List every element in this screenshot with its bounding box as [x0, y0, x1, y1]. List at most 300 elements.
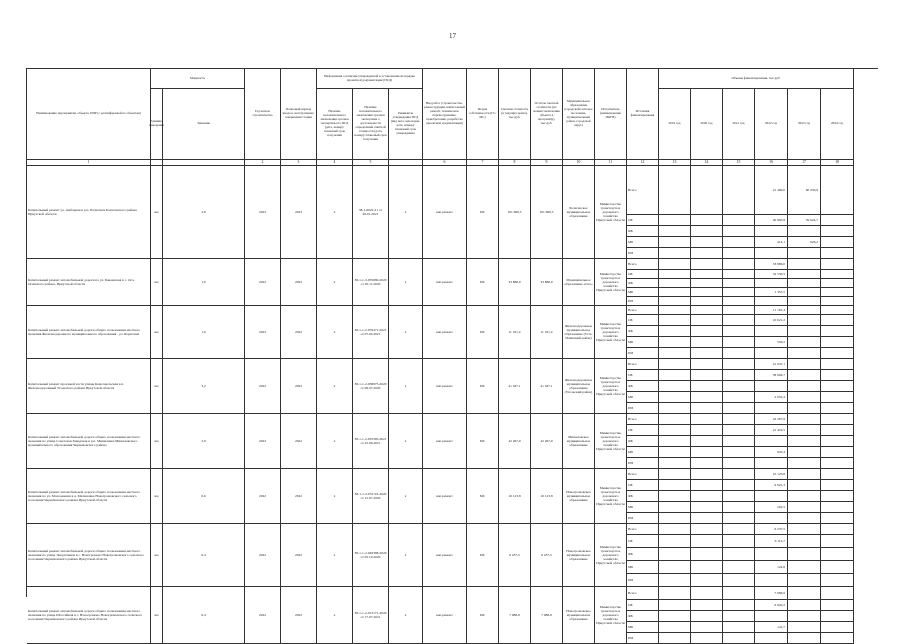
- funding-2023: 60 250,9: [788, 166, 821, 215]
- funding-cell: [659, 215, 691, 226]
- row-estimate-cost: 42 267,9: [499, 414, 531, 469]
- page-number: 17: [449, 32, 456, 40]
- row-year-start: 2022: [245, 259, 281, 306]
- funding-cell: [659, 315, 691, 326]
- row-value: 0,4: [163, 587, 245, 644]
- funding-cell: [821, 587, 854, 600]
- row-name: Капитальный ремонт автомобильной дороги общего пользования местного значения по улице Энергетиков в с. Новогромово Новогромовского сельского поселения Черемховского района Иркутской области: [27, 524, 151, 587]
- funding-2023: [788, 587, 821, 600]
- row-municipality: Новогромовское муниципальное образование: [563, 587, 595, 644]
- funding-2023: [788, 306, 821, 315]
- source-label: ФБ: [627, 326, 659, 337]
- funding-cell: [723, 458, 755, 469]
- source-label: МБ: [627, 392, 659, 403]
- row-work-type: кап.ремонт: [423, 524, 467, 587]
- funding-cell: [723, 561, 755, 574]
- col-number: 7: [467, 160, 499, 166]
- funding-2022: 202,5: [755, 502, 788, 513]
- funding-cell: [659, 403, 691, 414]
- funding-2023: [788, 248, 821, 259]
- funding-cell: [821, 600, 854, 611]
- funding-cell: [659, 288, 691, 297]
- col-number: 12: [627, 160, 659, 166]
- funding-cell: [821, 447, 854, 458]
- funding-2022: [755, 513, 788, 524]
- funding-2022: [755, 548, 788, 561]
- funding-cell: [659, 535, 691, 548]
- row-expertise: х: [317, 166, 353, 259]
- row-estimate-cost: 41 047,1: [499, 359, 531, 414]
- source-label: Всего: [627, 469, 659, 480]
- funding-cell: [821, 288, 854, 297]
- funding-2023: [788, 315, 821, 326]
- funding-cell: [821, 403, 854, 414]
- row-remaining-cost: 11 181,4: [531, 306, 563, 359]
- col-number: 3: [281, 160, 317, 166]
- funding-cell: [691, 491, 723, 502]
- funding-2023: [788, 622, 821, 633]
- row-municipality: Железнодорожное муниципальное образование (Усольский район): [563, 359, 595, 414]
- source-label: Всего: [627, 414, 659, 425]
- funding-cell: [659, 237, 691, 248]
- row-estimate-cost: 7 086,9: [499, 587, 531, 644]
- source-label: ОБ: [627, 270, 659, 279]
- funding-cell: [821, 326, 854, 337]
- source-label: ФБ: [627, 611, 659, 622]
- funding-2023: [788, 535, 821, 548]
- header-psd-estimate: Наличие положительного заключения органов экспертизы о достоверности определения сметной стоимости (дата, номер)/ плановый срок получения: [353, 89, 389, 160]
- row-unit: км: [151, 259, 163, 306]
- funding-cell: [821, 248, 854, 259]
- funding-cell: [723, 600, 755, 611]
- funding-cell: [659, 548, 691, 561]
- funding-cell: [821, 561, 854, 574]
- source-label: ОБ: [627, 215, 659, 226]
- row-ownership: МС: [467, 359, 499, 414]
- funding-cell: [659, 587, 691, 600]
- col-number: 6: [423, 160, 467, 166]
- funding-cell: [691, 348, 723, 359]
- funding-cell: [723, 306, 755, 315]
- row-unit: км: [151, 524, 163, 587]
- row-unit: км: [151, 414, 163, 469]
- funding-2022: 124,8: [755, 561, 788, 574]
- funding-cell: [821, 359, 854, 370]
- funding-cell: [723, 381, 755, 392]
- funding-cell: [821, 270, 854, 279]
- source-label: ФБ: [627, 436, 659, 447]
- funding-cell: [821, 480, 854, 491]
- header-ownership: Форма собственности (ГС/МС): [467, 69, 499, 160]
- source-label: МБ: [627, 337, 659, 348]
- funding-2022: 1 355,5: [755, 288, 788, 297]
- funding-cell: [723, 622, 755, 633]
- funding-cell: [723, 279, 755, 288]
- funding-cell: [723, 370, 755, 381]
- year-2022: 2022 год: [755, 89, 788, 160]
- funding-cell: [659, 561, 691, 574]
- funding-cell: [659, 622, 691, 633]
- source-label: ОБ: [627, 370, 659, 381]
- funding-cell: [821, 226, 854, 237]
- source-label: ОБ: [627, 425, 659, 436]
- row-year-end: 2022: [281, 469, 317, 524]
- row-name: Капитальный ремонт автомобильной дороги общего пользования местного значения по улице Советская-Заводская в р.п. Мишелевка Мишелевского муниципального образования Черемховского района: [27, 414, 151, 469]
- funding-cell: [691, 326, 723, 337]
- row-ownership: МС: [467, 306, 499, 359]
- funding-cell: [821, 491, 854, 502]
- col-number: 9: [531, 160, 563, 166]
- row-municipality: Муниципальное образование «Оса»: [563, 259, 595, 306]
- funding-cell: [691, 574, 723, 587]
- funding-2023: [788, 469, 821, 480]
- row-remaining-cost: 101 660,5: [531, 166, 563, 259]
- funding-cell: [691, 359, 723, 370]
- row-year-start: 2022: [245, 469, 281, 524]
- funding-cell: [821, 633, 854, 644]
- header-estimate-cost: Сметная стоимость (в текущих ценах), тыс.руб.: [499, 69, 531, 160]
- funding-cell: [723, 348, 755, 359]
- row-ownership: МС: [467, 469, 499, 524]
- funding-cell: [691, 458, 723, 469]
- row-value: 2,9: [163, 414, 245, 469]
- funding-cell: [659, 381, 691, 392]
- year-2020: 2020 год: [691, 89, 723, 160]
- row-expertise: х: [317, 359, 353, 414]
- year-2021: 2021 год: [723, 89, 755, 160]
- funding-cell: [821, 502, 854, 513]
- source-label: Всего: [627, 166, 659, 215]
- funding-2023: [788, 436, 821, 447]
- col-number: 8: [499, 160, 531, 166]
- funding-2022: [755, 458, 788, 469]
- funding-cell: [659, 326, 691, 337]
- row-expertise: х: [317, 259, 353, 306]
- row-executor: Министерство транспорта и дорожного хозяйства Иркутской области: [595, 414, 627, 469]
- funding-cell: [659, 392, 691, 403]
- row-estimate-review: 38-1-1-2-035395-2021 от 25.06.2021: [353, 414, 389, 469]
- funding-2023: [788, 337, 821, 348]
- row-estimate-cost: 11 181,4: [499, 306, 531, 359]
- row-name: Капитальный ремонт проезжей части улицы Комсомольская в п. Железнодорожный Усольского района Иркутской области: [27, 359, 151, 414]
- funding-cell: [821, 513, 854, 524]
- funding-cell: [723, 480, 755, 491]
- funding-2023: [788, 458, 821, 469]
- funding-cell: [659, 458, 691, 469]
- row-ownership: МС: [467, 524, 499, 587]
- row-year-start: 2022: [245, 166, 281, 259]
- row-remaining-cost: 33 886,0: [531, 259, 563, 306]
- funding-cell: [821, 315, 854, 326]
- source-label: МБ: [627, 561, 659, 574]
- funding-2023: [788, 480, 821, 491]
- source-label: Всего: [627, 587, 659, 600]
- funding-2023: 626,2: [788, 237, 821, 248]
- funding-cell: [821, 436, 854, 447]
- funding-cell: [691, 513, 723, 524]
- row-executor: Министерство транспорта и дорожного хозяйства Иркутской области: [595, 469, 627, 524]
- funding-2023: [788, 600, 821, 611]
- row-work-type: кап.ремонт: [423, 469, 467, 524]
- funding-cell: [821, 414, 854, 425]
- funding-2023: [788, 502, 821, 513]
- source-label: ИИ: [627, 513, 659, 524]
- row-estimate-review: 38-1-1-2-031116-2020 от 15.07.2020: [353, 469, 389, 524]
- col-number: 17: [788, 160, 821, 166]
- source-label: Всего: [627, 359, 659, 370]
- funding-cell: [691, 279, 723, 288]
- funding-cell: [723, 425, 755, 436]
- row-ownership: МС: [467, 587, 499, 644]
- row-work-type: кап.ремонт: [423, 166, 467, 259]
- funding-2023: [788, 633, 821, 644]
- source-label: МБ: [627, 237, 659, 248]
- row-approval: х: [389, 166, 423, 259]
- funding-cell: [691, 392, 723, 403]
- funding-cell: [723, 288, 755, 297]
- funding-2022: 41 047,1: [755, 359, 788, 370]
- row-executor: Министерство транспорта и дорожного хозяйства Иркутской области: [595, 359, 627, 414]
- header-funding-group: Объемы финансирования, тыс.руб.: [659, 69, 854, 89]
- funding-2022: 10 123,8: [755, 469, 788, 480]
- row-executor: Министерство транспорта и дорожного хозяйства Иркутской области: [595, 259, 627, 306]
- row-work-type: кап.ремонт: [423, 259, 467, 306]
- funding-2023: [788, 226, 821, 237]
- funding-2022: 41 409,0: [755, 166, 788, 215]
- funding-cell: [821, 425, 854, 436]
- funding-2023: [788, 513, 821, 524]
- funding-cell: [691, 524, 723, 535]
- funding-2022: [755, 611, 788, 622]
- funding-cell: [821, 574, 854, 587]
- row-year-start: 2022: [245, 306, 281, 359]
- funding-cell: [821, 535, 854, 548]
- row-unit: км: [151, 587, 163, 644]
- source-label: Всего: [627, 259, 659, 270]
- funding-2022: [755, 381, 788, 392]
- row-work-type: кап.ремонт: [423, 587, 467, 644]
- funding-cell: [659, 370, 691, 381]
- row-estimate-cost: 101 660,5: [499, 166, 531, 259]
- row-value: 2,8: [163, 166, 245, 259]
- header-year-start: Год начала строительства: [245, 69, 281, 160]
- row-executor: Министерство транспорта и дорожного хозяйства Иркутской области: [595, 306, 627, 359]
- funding-cell: [723, 574, 755, 587]
- row-value: 0,6: [163, 469, 245, 524]
- funding-2022: [755, 248, 788, 259]
- header-executor: Исполнитель (наименование ИОГВ): [595, 69, 627, 160]
- col-number: 14: [691, 160, 723, 166]
- row-expertise: х: [317, 469, 353, 524]
- funding-cell: [659, 611, 691, 622]
- funding-2023: [788, 370, 821, 381]
- funding-cell: [723, 513, 755, 524]
- header-psd-contract: Наличие положительного заключения органов экспертизы по ПСД (дата, номер)/ плановый срок получения: [317, 89, 353, 160]
- funding-cell: [821, 469, 854, 480]
- source-label: ФБ: [627, 226, 659, 237]
- funding-cell: [691, 248, 723, 259]
- funding-cell: [723, 403, 755, 414]
- row-name: Капитальный ремонт автомобильной дороги общего пользования местного значения по улице Шоссейная в с. Новогромово Новогромовского сельского поселения Черемховского района Иркутской области: [27, 587, 151, 644]
- funding-cell: [659, 574, 691, 587]
- funding-cell: [691, 403, 723, 414]
- header-capacity: Мощность: [151, 69, 245, 89]
- row-expertise: х: [317, 587, 353, 644]
- source-label: ОБ: [627, 480, 659, 491]
- row-estimate-cost: 33 886,0: [499, 259, 531, 306]
- source-label: МБ: [627, 622, 659, 633]
- row-year-end: 2022: [281, 524, 317, 587]
- funding-cell: [659, 425, 691, 436]
- row-year-end: 2022: [281, 587, 317, 644]
- funding-cell: [723, 548, 755, 561]
- row-estimate-review: 38-1-1-2-013171-2020 от 17.07.2021: [353, 587, 389, 644]
- funding-cell: [723, 226, 755, 237]
- funding-cell: [659, 480, 691, 491]
- funding-cell: [691, 414, 723, 425]
- row-estimate-review: 38-1-0022-21 от 20.01.2021: [353, 166, 389, 259]
- funding-2022: 10 621,2: [755, 315, 788, 326]
- row-unit: км: [151, 359, 163, 414]
- col-number: 11: [595, 160, 627, 166]
- funding-2022: 42 267,9: [755, 414, 788, 425]
- funding-cell: [821, 279, 854, 288]
- source-label: МБ: [627, 288, 659, 297]
- funding-2022: 414,1: [755, 237, 788, 248]
- funding-2023: [788, 611, 821, 622]
- funding-cell: [691, 502, 723, 513]
- row-estimate-review: 38-1-1-2-049388-2020 от 05.10.2020: [353, 524, 389, 587]
- row-estimate-review: 38-1-1-2-038975-2020 от 09.07.2020: [353, 359, 389, 414]
- funding-2022: 11 181,4: [755, 306, 788, 315]
- row-name: Капитальный ремонт автомобильной дороги общего пользования местного значения по ул. Молодежная в д. Малиновка Новогромовского сельского поселения Черемховского района Иркутской области: [27, 469, 151, 524]
- funding-cell: [659, 306, 691, 315]
- funding-cell: [821, 548, 854, 561]
- funding-cell: [659, 436, 691, 447]
- col-number: 5: [353, 160, 389, 166]
- row-estimate-review: 38-1-1-2-076471-2021 от 07.04.2021: [353, 306, 389, 359]
- funding-cell: [659, 359, 691, 370]
- year-2023: 2023 год: [788, 89, 821, 160]
- funding-2022: 141,7: [755, 622, 788, 633]
- row-unit: км: [151, 166, 163, 259]
- funding-2022: [755, 491, 788, 502]
- funding-cell: [723, 259, 755, 270]
- funding-cell: [821, 370, 854, 381]
- row-executor: Министерство транспорта и дорожного хозяйства Иркутской области: [595, 587, 627, 644]
- row-remaining-cost: 7 086,9: [531, 587, 563, 644]
- source-label: ИИ: [627, 297, 659, 306]
- funding-cell: [659, 633, 691, 644]
- funding-cell: [659, 447, 691, 458]
- row-municipality: Мишелевское муниципальное образование: [563, 414, 595, 469]
- row-remaining-cost: 41 047,1: [531, 359, 563, 414]
- funding-2023: [788, 548, 821, 561]
- funding-cell: [659, 348, 691, 359]
- row-municipality: Новогромовское муниципальное образование: [563, 469, 595, 524]
- row-value: 3,2: [163, 359, 245, 414]
- funding-cell: [659, 491, 691, 502]
- row-remaining-cost: 10 123,8: [531, 469, 563, 524]
- funding-cell: [723, 502, 755, 513]
- funding-cell: [821, 306, 854, 315]
- header-municipality: Муниципальное образование (городской/сельское поселение, муниципальный район, городской округ): [563, 69, 595, 160]
- funding-2023: [788, 288, 821, 297]
- row-ownership: МС: [467, 259, 499, 306]
- funding-2022: [755, 226, 788, 237]
- funding-cell: [723, 297, 755, 306]
- funding-cell: [691, 237, 723, 248]
- source-label: Всего: [627, 524, 659, 535]
- source-label: МБ: [627, 502, 659, 513]
- funding-cell: [723, 315, 755, 326]
- row-unit: км: [151, 469, 163, 524]
- funding-cell: [691, 315, 723, 326]
- row-ownership: МС: [467, 414, 499, 469]
- row-approval: х: [389, 259, 423, 306]
- funding-2022: 6 945,2: [755, 600, 788, 611]
- funding-cell: [659, 259, 691, 270]
- funding-cell: [691, 611, 723, 622]
- funding-2023: [788, 259, 821, 270]
- row-executor: Министерство транспорта и дорожного хозяйства Иркутской области: [595, 166, 627, 259]
- source-label: ФБ: [627, 548, 659, 561]
- source-label: ФБ: [627, 491, 659, 502]
- row-year-start: 2022: [245, 414, 281, 469]
- header-funding-source: Источник финансирования: [627, 69, 659, 160]
- source-label: ФБ: [627, 279, 659, 288]
- funding-cell: [723, 447, 755, 458]
- funding-cell: [659, 524, 691, 535]
- funding-cell: [723, 535, 755, 548]
- row-expertise: х: [317, 306, 353, 359]
- year-2019: 2019 год: [659, 89, 691, 160]
- funding-2022: [755, 297, 788, 306]
- row-name: Капитальный ремонт автомобильной дороги общего пользования местного значения Железнодорожного муниципального образования - ул. Береговая: [27, 306, 151, 359]
- funding-cell: [723, 491, 755, 502]
- funding-cell: [821, 524, 854, 535]
- row-approval: х: [389, 587, 423, 644]
- funding-2022: 41 422,5: [755, 425, 788, 436]
- col-number: 10: [563, 160, 595, 166]
- funding-2023: [788, 524, 821, 535]
- row-approval: х: [389, 306, 423, 359]
- source-label: ФБ: [627, 381, 659, 392]
- funding-2023: [788, 491, 821, 502]
- row-year-start: 2022: [245, 359, 281, 414]
- funding-cell: [659, 600, 691, 611]
- funding-cell: [659, 502, 691, 513]
- row-estimate-cost: 10 123,8: [499, 469, 531, 524]
- header-name: Наименование мероприятия, объекта, ПИР (с расшифровкой по объектам): [27, 69, 151, 160]
- row-work-type: кап.ремонт: [423, 359, 467, 414]
- funding-table: [26, 68, 878, 640]
- source-label: ИИ: [627, 403, 659, 414]
- source-label: Всего: [627, 306, 659, 315]
- col-number: 13: [659, 160, 691, 166]
- funding-cell: [659, 248, 691, 259]
- funding-2023: [788, 425, 821, 436]
- funding-cell: [723, 587, 755, 600]
- funding-cell: [659, 469, 691, 480]
- row-name: Капитальный ремонт автомобильной дороги по ул. Бакаевская в с. Оса, Осинского района, Иркутской области: [27, 259, 151, 306]
- row-unit: км: [151, 306, 163, 359]
- row-approval: х: [389, 359, 423, 414]
- funding-2023: [788, 297, 821, 306]
- funding-2023: [788, 447, 821, 458]
- funding-2023: [788, 270, 821, 279]
- source-label: ИИ: [627, 348, 659, 359]
